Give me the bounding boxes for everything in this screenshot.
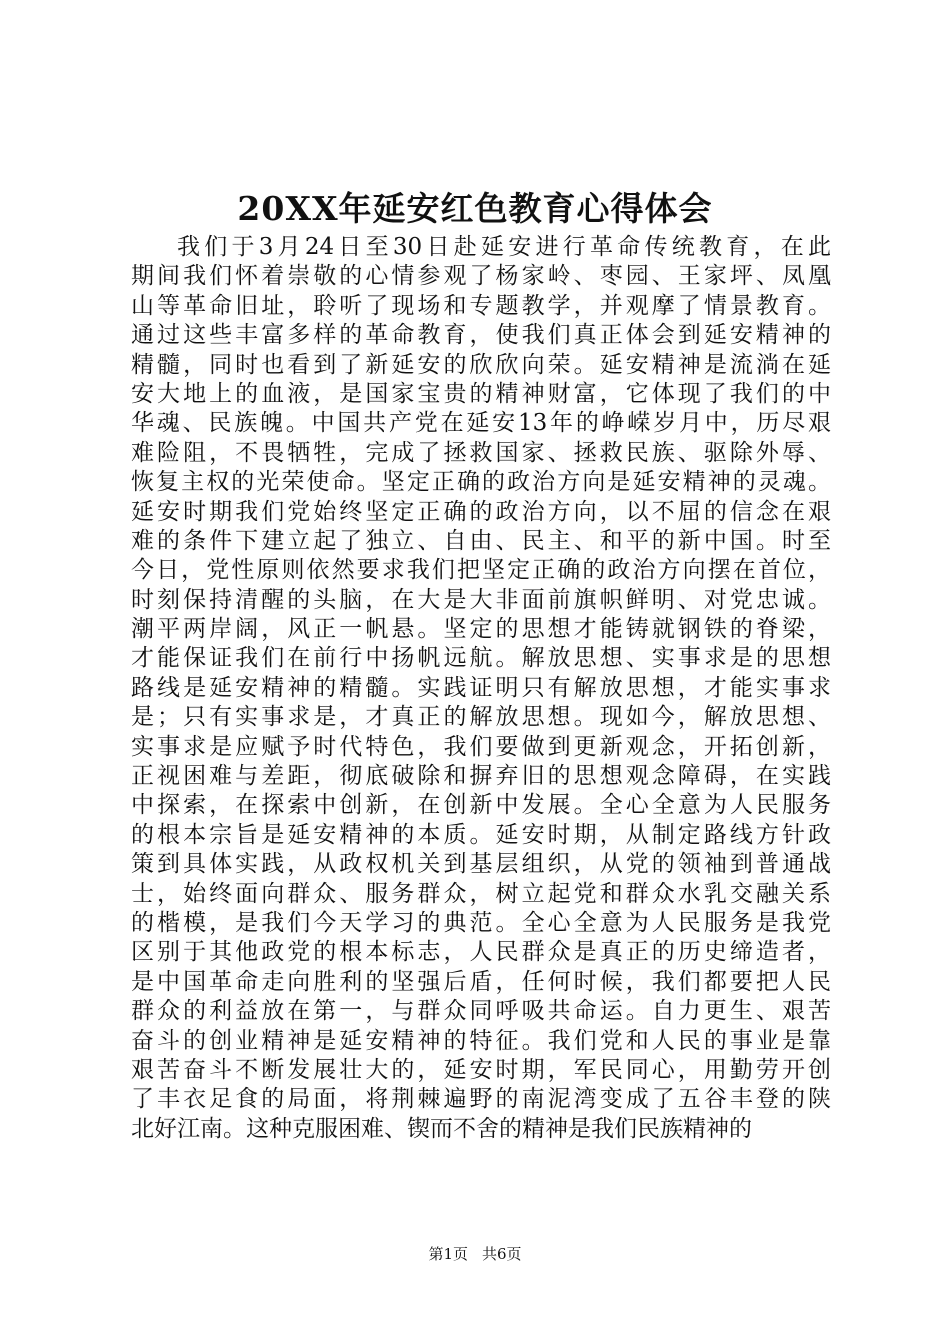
body-line: 我们于3月24日至30日赴延安进行革命传统教育，在此 — [177, 234, 831, 260]
page-number: 第1页 — [428, 1245, 468, 1263]
body-line: 难的条件下建立起了独立、自由、民主、和平的新中国。时至 — [131, 527, 831, 554]
body-line: 延安时期我们党始终坚定正确的政治方向，以不屈的信念在艰 — [131, 498, 831, 525]
page-footer — [0, 1244, 950, 1264]
body-line: 实事求是应赋予时代特色，我们要做到更新观念，开拓创新， — [131, 733, 831, 760]
body-line: 策到具体实践，从政权机关到基层组织，从党的领袖到普通战 — [131, 851, 831, 878]
body-line: 奋斗的创业精神是延安精神的特征。我们党和人民的事业是靠 — [131, 1027, 831, 1054]
body-line: 精髓，同时也看到了新延安的欣欣向荣。延安精神是流淌在延 — [131, 351, 831, 378]
body-line: 正视困难与差距，彻底破除和摒弃旧的思想观念障碍，在实践 — [131, 763, 831, 790]
body-line: 难险阻，不畏牺牲，完成了拯救国家、拯救民族、驱除外辱、 — [131, 439, 831, 466]
document-body — [131, 233, 831, 1144]
body-line: 潮平两岸阔，风正一帆悬。坚定的思想才能铸就钢铁的脊梁， — [131, 616, 831, 643]
body-line: 艰苦奋斗不断发展壮大的，延安时期，军民同心，用勤劳开创 — [131, 1056, 831, 1083]
body-line: 士，始终面向群众、服务群众，树立起党和群众水乳交融关系 — [131, 880, 831, 907]
body-line: 期间我们怀着崇敬的心情参观了杨家岭、枣园、王家坪、凤凰 — [131, 263, 831, 290]
body-line: 华魂、民族魄。中国共产党在延安13年的峥嵘岁月中，历尽艰 — [131, 410, 831, 437]
body-line: 通过这些丰富多样的革命教育，使我们真正体会到延安精神的 — [131, 322, 831, 349]
body-line: 路线是延安精神的精髓。实践证明只有解放思想，才能实事求 — [131, 674, 831, 701]
body-line: 是；只有实事求是，才真正的解放思想。现如今，解放思想、 — [131, 704, 831, 731]
document-title: 20XX年延安红色教育心得体会 — [237, 189, 713, 228]
body-line: 中探索，在探索中创新，在创新中发展。全心全意为人民服务 — [131, 792, 831, 819]
body-line: 的楷模，是我们今天学习的典范。全心全意为人民服务是我党 — [131, 909, 831, 936]
body-line: 了丰衣足食的局面，将荆棘遍野的南泥湾变成了五谷丰登的陕 — [131, 1086, 831, 1113]
body-line: 北好江南。这种克服困难、锲而不舍的精神是我们民族精神的 — [131, 1115, 752, 1142]
body-line: 时刻保持清醒的头脑，在大是大非面前旗帜鲜明、对党忠诚。 — [131, 586, 831, 613]
body-line: 安大地上的血液，是国家宝贵的精神财富，它体现了我们的中 — [131, 380, 831, 407]
page-total: 共6页 — [482, 1245, 522, 1263]
body-line: 是中国革命走向胜利的坚强后盾，任何时候，我们都要把人民 — [131, 968, 831, 995]
body-line: 区别于其他政党的根本标志，人民群众是真正的历史缔造者， — [131, 939, 831, 966]
body-line: 的根本宗旨是延安精神的本质。延安时期，从制定路线方针政 — [131, 821, 831, 848]
body-line: 山等革命旧址，聆听了现场和专题教学，并观摩了情景教育。 — [131, 292, 831, 319]
body-line: 恢复主权的光荣使命。坚定正确的政治方向是延安精神的灵魂。 — [131, 469, 831, 496]
body-line: 群众的利益放在第一，与群众同呼吸共命运。自力更生、艰苦 — [131, 998, 831, 1025]
body-line: 今日，党性原则依然要求我们把坚定正确的政治方向摆在首位， — [131, 557, 831, 584]
body-line: 才能保证我们在前行中扬帆远航。解放思想、实事求是的思想 — [131, 645, 831, 672]
